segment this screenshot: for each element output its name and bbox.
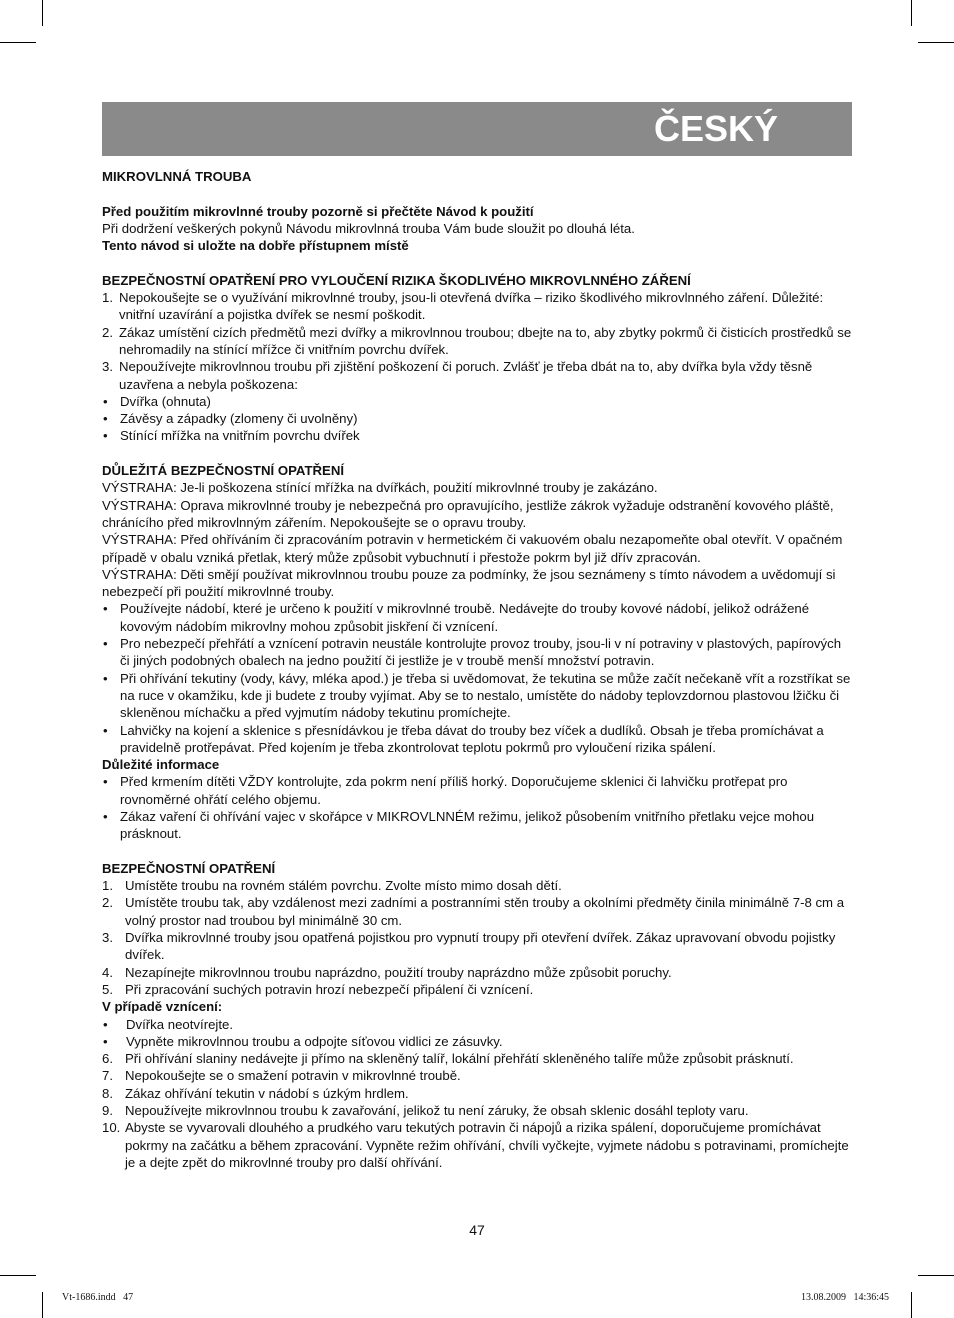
numbered-list [102, 1050, 854, 1171]
list-item: • Závěsy a západky (zlomeny či uvolněny) [103, 411, 358, 427]
bullet-list [102, 1016, 854, 1051]
numbered-list [102, 289, 854, 393]
fire-heading: V případě vznícení: [102, 999, 223, 1015]
list-item: • Zákaz vaření či ohřívání vajec v skořápce v MIKROVLNNÉM režimu, jelikož působením vnitřního přetlaku vejce mohou prásknout. [103, 808, 815, 842]
crop-mark [0, 42, 36, 43]
list-item: 1. Umístěte troubu na rovném stálém povrchu. Zvolte místo mimo dosah dětí. [102, 878, 562, 894]
warning-paragraph: VÝSTRAHA: Je-li poškozena stínící mřížka na dvířkách, použití mikrovlnné trouby je zakázáno. [102, 480, 658, 496]
list-item: 10. Abyste se vyvarovali dlouhého a prudkého varu tekutých potravin či nápojů a rizika spálení, doporučujeme promíchávat pokrmy na začátku a během zpracování. Vypněte režim ohřívání, chvíli vyčkejte, vyjmete nádobu s potravinami, promíchejte je a dejte zpět do mikrovlnné trouby pro další ohřívání. [102, 1120, 849, 1170]
warning-paragraph: VÝSTRAHA: Před ohříváním či zpracováním potravin v hermetickém či vakuovém obalu nezapomeňte obal otevřít. V opačném případě v obalu vzniká přetlak, který může způsobit vybuchnutí i přestože pokrm byl již dřív zpracován. [102, 532, 843, 565]
intro-text: Při dodržení veškerých pokynů Návodu mikrovlnná trouba Vám bude sloužit po dlouhá léta. [102, 220, 635, 236]
list-item: • Dvířka (ohnuta) [103, 393, 211, 409]
crop-mark [911, 1292, 912, 1318]
crop-mark [918, 1275, 954, 1276]
bullet-list [102, 600, 854, 756]
warning-paragraph: VÝSTRAHA: Oprava mikrovlnné trouby je nebezpečná pro opravujícího, jestliže zákrok vyžaduje odstranění kovového pláště, chránícího před mikrovlnným zářením. Nepokoušejte se o opravu trouby. [102, 497, 834, 530]
list-item: 8. Zákaz ohřívání tekutin v nádobí s úzkým hrdlem. [102, 1085, 409, 1101]
page-number: 47 [469, 1222, 485, 1238]
list-item: • Lahvičky na kojení a sklenice s přesnídávkou je třeba dávat do trouby bez víček a dudlíků. Obsah je třeba promíchávat a pravidelně protřepávat. Před kojením je třeba zkontrolovat teplotu pokrmů pro vyloučení rizika spálení. [103, 722, 824, 755]
document-body [102, 168, 854, 1171]
document-title: MIKROVLNNÁ TROUBA [102, 169, 252, 184]
bullet-list [102, 393, 854, 445]
list-item: • Vypněte mikrovlnnou troubu a odpojte síťovou vidlici ze zásuvky. [103, 1033, 503, 1049]
numbered-list [102, 877, 854, 998]
list-item: 2. Umístěte troubu tak, aby vzdálenost mezi zadními a postranními stěn trouby a okolními předměty činila minimálně 7-8 cm a volný prostor nad troubou byl minimálně 30 cm. [102, 895, 845, 928]
bullet-list [102, 773, 854, 842]
footer-timestamp: 13.08.2009 14:36:45 [800, 1292, 889, 1303]
list-item: 7. Nepokoušejte se o smažení potravin v mikrovlnné troubě. [102, 1068, 461, 1084]
crop-mark [911, 0, 912, 26]
footer-file-info: Vt-1686.indd 47 [62, 1292, 134, 1303]
list-item: 3. Dvířka mikrovlnné trouby jsou opatřená pojistkou pro vypnutí troupy při otevření dvířek. Zákaz upravovaní obvodu pojistky dvířek. [102, 930, 836, 963]
list-item: • Stínící mřížka na vnitřním povrchu dvířek [103, 428, 360, 444]
list-item: 6. Při ohřívání slaniny nedávejte ji přímo na skleněný talíř, lokální přehřátí skleněného talíře může způsobit prásknutí. [102, 1051, 794, 1067]
list-item: • Pro nebezpečí přehřátí a vznícení potravin neustále kontrolujte provoz trouby, jsou-li v ní potraviny v plastových, papírových či jiných podobných obalech na jedno použití či jestliže je v troubě menší množství potravin. [103, 636, 842, 669]
intro-note: Tento návod si uložte na dobře přístupnem místě [102, 238, 409, 254]
section-heading: BEZPEČNOSTNÍ OPATŘENÍ [102, 860, 276, 876]
intro-heading: Před použitím mikrovlnné trouby pozorně si přečtěte Návod k použití [102, 203, 534, 219]
list-item: 3. Nepoužívejte mikrovlnnou troubu při zjištění poškození či poruch. Zvlášť je třeba dbát na to, aby dvířka byla vždy těsně uzavřena a nebyla poškozena: [102, 359, 813, 392]
list-item: 2. Zákaz umístění cizích předmětů mezi dvířky a mikrovlnnou troubou; dbejte na to, aby zbytky pokrmů či čisticích prostředků se nehromadily na stínící mřížce či vnitřním povrchu dvířek. [102, 324, 852, 357]
list-item: • Při ohřívání tekutiny (vody, kávy, mléka apod.) je třeba si uvědomovat, že tekutina se může začít nečekaně vřít a rozstříkat se na ruce v okamžiku, kde ji budete z trouby vyjímat. Aby se to nestalo, umístěte do nádoby teplovzdornou plastovou lžičku či skleněnou míchačku a před vyjmutím nádoby tekutinu promíchejte. [103, 670, 851, 721]
list-item: • Používejte nádobí, které je určeno k použití v mikrovlnné troubě. Nedávejte do trouby kovové nádobí, jelikož odrážené kovovým nádobím mikrovlny mohou způsobit jiskření či vznícení. [103, 601, 810, 634]
list-item: 9. Nepoužívejte mikrovlnnou troubu k zavařování, jelikož tu není záruky, že obsah sklenic dosáhl teploty varu. [102, 1103, 749, 1119]
list-item: 5. Při zpracování suchých potravin hrozí nebezpečí připálení či vznícení. [102, 981, 534, 997]
crop-mark [0, 1275, 36, 1276]
crop-mark [42, 0, 43, 26]
info-heading: Důležité informace [102, 757, 220, 773]
section-heading: BEZPEČNOSTNÍ OPATŘENÍ PRO VYLOUČENÍ RIZIKA ŠKODLIVÉHO MIKROVLNNÉHO ZÁŘENÍ [102, 272, 691, 288]
list-item: 4. Nezapínejte mikrovlnnou troubu naprázdno, použití trouby naprázdno může způsobit poruchy. [102, 964, 672, 980]
crop-mark [42, 1292, 43, 1318]
language-header-bar [102, 102, 852, 156]
list-item: • Před krmením dítěti VŽDY kontrolujte, zda pokrm není příliš horký. Doporučujeme sklenici či lahvičku protřepat pro rovnoměrné ohřátí celého objemu. [103, 774, 788, 807]
crop-mark [918, 42, 954, 43]
list-item: 1. Nepokoušejte se o využívání mikrovlnné trouby, jsou-li otevřená dvířka – riziko škodlivého mikrovlnného záření. Důležité: vnitřní uzavírání a pojistka dvířek se nesmí poškodit. [102, 290, 824, 323]
section-heading: DŮLEŽITÁ BEZPEČNOSTNÍ OPATŘENÍ [102, 463, 345, 479]
warning-paragraph: VÝSTRAHA: Děti smějí používat mikrovlnnou troubu pouze za podmínky, že jsou seznámeny s tímto návodem a uvědomují si nebezpečí při použití mikrovlnné trouby. [102, 566, 836, 600]
list-item: • Dvířka neotvírejte. [103, 1016, 234, 1032]
language-title: ČESKÝ [653, 108, 778, 149]
